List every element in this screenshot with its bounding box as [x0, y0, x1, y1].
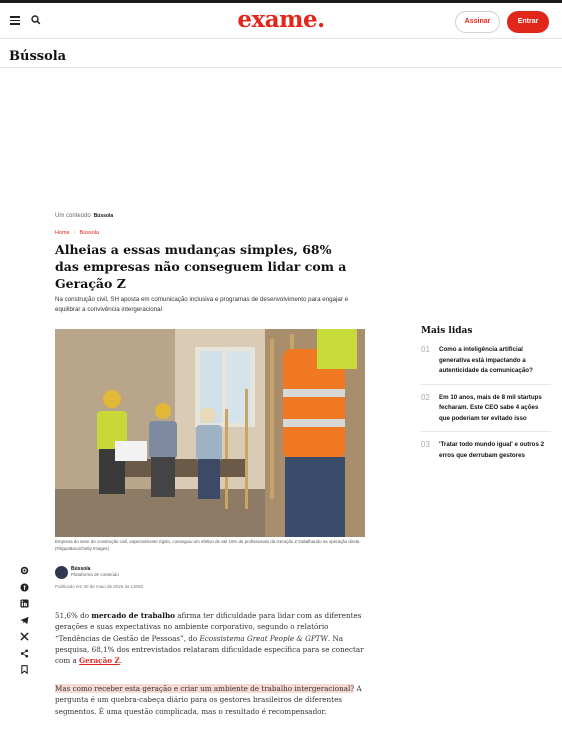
telegram-icon[interactable] — [20, 616, 29, 625]
x-icon[interactable] — [20, 632, 29, 641]
breadcrumb — [55, 230, 99, 236]
linkedin-icon[interactable] — [20, 599, 29, 608]
author-name[interactable]: Bússola — [71, 566, 91, 572]
published-date: Publicado em 30 de maio de 2025 às 13h50. — [55, 584, 145, 589]
breadcrumb-home[interactable]: Home — [55, 230, 70, 236]
exame-logo[interactable]: exame. — [237, 6, 325, 33]
geracao-z-link[interactable]: Geração Z — [79, 656, 120, 666]
list-item-number: 02 — [421, 392, 430, 402]
article-subheadline: Na construção civil, SH aposta em comunicação inclusiva e programas de desenvolvimento para engajar e equilibrar a convivência intergeracional — [55, 296, 349, 313]
section-bar — [0, 40, 562, 68]
article-paragraph-1 — [55, 610, 365, 666]
svg-text:f: f — [23, 584, 26, 592]
p1-text-c: afirma ter dificuldade para lidar com as diferentes gerações e suas expectativas no ambiente corporativo, segundo o relatório “Tendências de Gestão de Pessoas”, do — [55, 611, 362, 643]
sponsor-prefix: Um conteúdo — [55, 213, 91, 219]
author-avatar[interactable] — [55, 566, 68, 579]
chevron-right-icon: › — [73, 230, 76, 236]
site-header — [0, 3, 562, 39]
list-item-title[interactable]: Em 10 anos, mais de 8 mil startups fecharam. Este CEO sabe 4 ações que poderiam ter evitado isso — [439, 393, 542, 422]
share-icon[interactable] — [20, 649, 29, 658]
p1-text-e: . Na pesquisa, 68,1% dos entrevistados relataram dificuldade específica para se conectar com a — [55, 633, 364, 666]
whatsapp-icon[interactable] — [20, 566, 29, 575]
p1-source: Ecossistema Great People & GPTW — [199, 633, 328, 643]
sponsor-label — [55, 213, 113, 219]
bookmark-icon[interactable] — [20, 665, 29, 674]
sponsor-name[interactable]: Bússola — [93, 213, 114, 219]
share-toolbar — [20, 566, 32, 682]
list-item[interactable] — [421, 440, 551, 468]
mais-lidas-panel — [421, 326, 551, 476]
facebook-icon[interactable] — [20, 583, 29, 592]
article-headline: Alheias a essas mudanças simples, 68% das empresas não conseguem lidar com a Geração Z — [55, 242, 347, 291]
p1-text-f: . — [119, 656, 123, 666]
list-item-title[interactable]: 'Tratar todo mundo igual' e outros 2 erros que derrubam gestores — [439, 441, 545, 459]
list-item-number: 01 — [421, 345, 430, 354]
photo-caption: Empresa do setor de construção civil, especialmente rígido, conseguiu um efetivo de até 15% de profissionais da Geração Z trabalhando na operação direta (FilippoBacci/Getty Images) — [55, 539, 360, 551]
article-paragraph-2 — [55, 683, 365, 717]
p1-text-a: 51,6% do — [55, 611, 92, 620]
article-photo — [55, 329, 365, 537]
list-item[interactable] — [421, 393, 551, 433]
breadcrumb-section[interactable]: Bússola — [79, 230, 100, 236]
subscribe-button[interactable]: Assinar — [455, 11, 500, 33]
list-item[interactable] — [421, 345, 551, 385]
login-button[interactable]: Entrar — [507, 11, 549, 33]
p2-text: A pergunta é um quebra-cabeça diário para os gestores brasileiros de diferentes segmentos. É uma questão complicada, mas o resultado é recompensador. — [55, 684, 362, 716]
list-item-title[interactable]: Como a inteligência artificial generativa está impactando a autenticidade da comunicação? — [439, 346, 533, 374]
mais-lidas-title: Mais lidas — [421, 326, 473, 336]
highlighted-question: Mas como receber esta geração e criar um ambiente de trabalho intergeracional? — [55, 684, 355, 693]
p1-emphasis: mercado de trabalho — [91, 611, 175, 620]
list-item-number: 03 — [421, 440, 430, 449]
author-description: Plataforma de conteúdo — [71, 572, 119, 577]
section-title[interactable]: Bússola — [9, 49, 67, 64]
